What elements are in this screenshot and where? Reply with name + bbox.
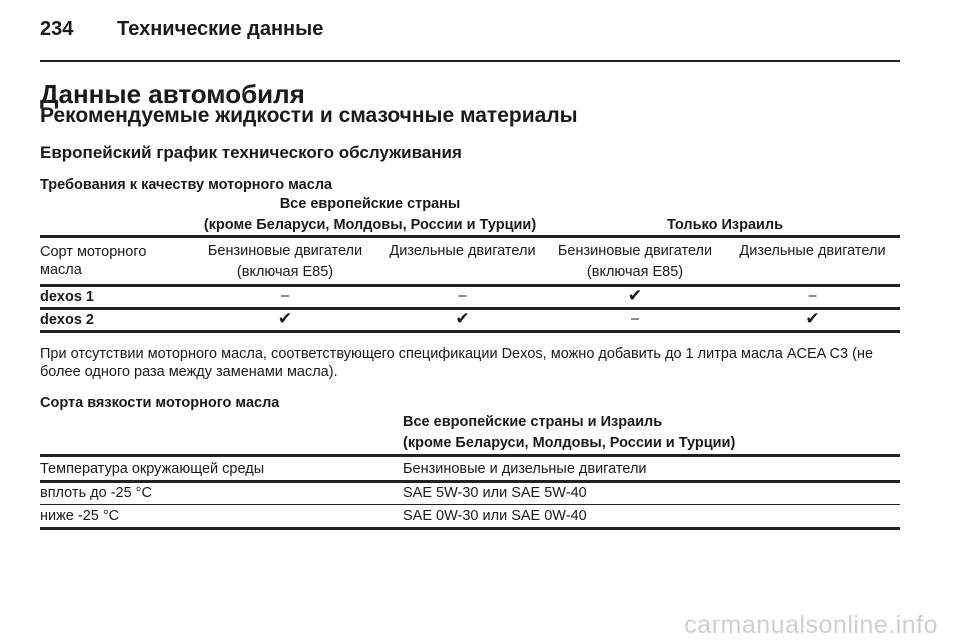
viscosity-temp-2: ниже -25 °C — [40, 508, 120, 524]
group-header-europe-line1: Все европейские страны — [279, 196, 461, 212]
row-label-dexos2: dexos 2 — [40, 312, 94, 328]
cell-dexos1-diesel-eu: – — [458, 288, 467, 304]
table-bottom-rule — [40, 330, 900, 333]
group-header-israel: Только Израиль — [666, 217, 784, 233]
section-subtitle: Рекомендуемые жидкости и смазочные материалы — [40, 104, 578, 127]
viscosity-bottom-rule — [40, 527, 900, 530]
viscosity-header-rule — [40, 454, 900, 457]
column-header-petrol-eu: Бензиновые двигатели — [207, 243, 363, 259]
viscosity-group-line2: (кроме Беларуси, Молдовы, России и Турции) — [403, 435, 736, 451]
column-header-ambient-temp: Температура окружающей среды — [40, 461, 265, 477]
schedule-heading: Европейский график технического обслуживания — [40, 143, 462, 162]
column-header-diesel-il: Дизельные двигатели — [739, 243, 886, 259]
column-header-petrol-il: Бензиновые двигатели — [557, 243, 713, 259]
viscosity-grade-1: SAE 5W-30 или SAE 5W-40 — [403, 485, 587, 501]
table-body-rule — [40, 284, 900, 287]
section-title: Данные автомобиля — [40, 79, 305, 109]
viscosity-body-rule — [40, 480, 900, 483]
viscosity-temp-1: вплоть до -25 °C — [40, 485, 152, 501]
cell-dexos1-diesel-il: – — [808, 288, 817, 304]
column-subheader-petrol-eu: (включая E85) — [236, 264, 334, 280]
table-header-rule — [40, 235, 900, 238]
viscosity-heading: Сорта вязкости моторного масла — [40, 395, 280, 411]
viscosity-row-divider — [40, 504, 900, 505]
column-header-engines: Бензиновые и дизельные двигатели — [403, 461, 647, 477]
column-header-diesel-eu: Дизельные двигатели — [389, 243, 536, 259]
column-subheader-petrol-il: (включая E85) — [586, 264, 684, 280]
watermark: carmanualsonline.info — [684, 611, 938, 639]
cell-dexos1-petrol-il: ✔ — [627, 286, 643, 305]
cell-dexos1-petrol-eu: – — [280, 288, 290, 304]
cell-dexos2-petrol-eu: ✔ — [277, 309, 293, 328]
viscosity-group-line1: Все европейские страны и Израиль — [403, 414, 663, 430]
page-number: 234 — [40, 18, 74, 40]
group-header-europe-line2: (кроме Беларуси, Молдовы, России и Турции) — [203, 217, 537, 233]
oil-quality-heading: Требования к качеству моторного масла — [40, 177, 333, 193]
page-header-title: Технические данные — [117, 18, 324, 40]
acea-note: При отсутствии моторного масла, соответствующего спецификации Dexos, можно добавить до 1 литра масла ACEA C3 (не более одного раза между заменами масла). — [40, 346, 874, 380]
viscosity-grade-2: SAE 0W-30 или SAE 0W-40 — [403, 508, 587, 524]
cell-dexos2-petrol-il: – — [630, 311, 640, 327]
header-divider — [40, 60, 900, 62]
cell-dexos2-diesel-il: ✔ — [805, 309, 820, 328]
row-label-dexos1: dexos 1 — [40, 289, 94, 305]
cell-dexos2-diesel-eu: ✔ — [455, 309, 470, 328]
row-header-oil-grade: Сорт моторного масла — [40, 244, 147, 278]
